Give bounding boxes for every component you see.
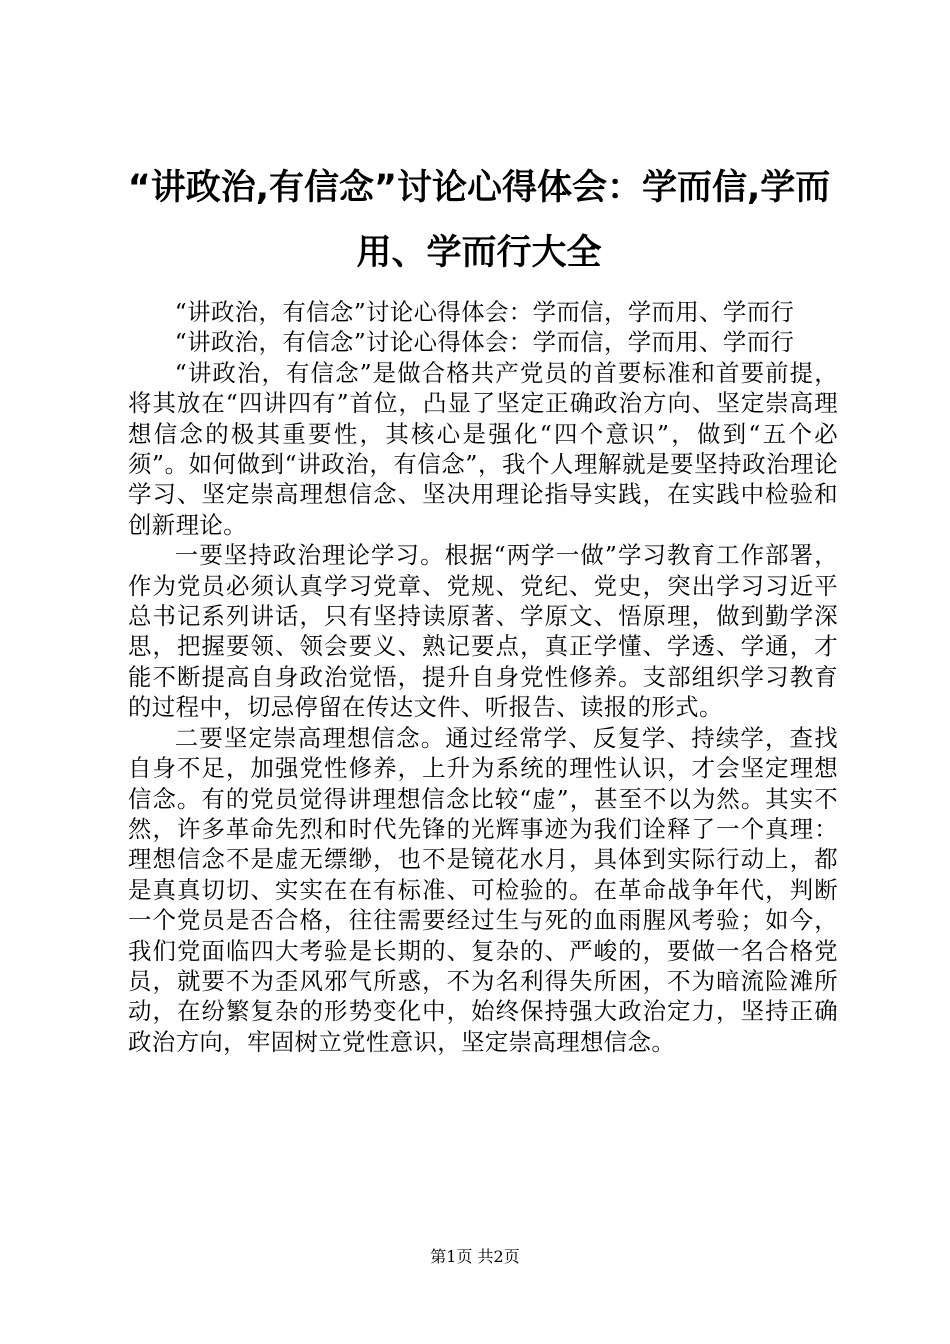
page-footer [0,1247,950,1267]
paragraph-4: 一要坚持政治理论学习。根据“两学一做”学习教育工作部署，作为党员必须认真学习党章、党规、党纪、党史，突出学习习近平总书记系列讲话，只有坚持读原著、学原文、悟原理，做到勤学深思，把握要领、领会要义、熟记要点，真正学懂、学透、学通，才能不断提高自身政治觉悟，提升自身党性修养。支部组织学习教育的过程中，切忌停留在传达文件、听报告、读报的形式。 [128,541,838,722]
paragraph-1: “讲政治，有信念”讨论心得体会：学而信，学而用、学而行 [174,298,795,326]
paragraph-3: “讲政治，有信念”是做合格共产党员的首要标准和首要前提，将其放在“四讲四有”首位，凸显了坚定正确政治方向、坚定崇高理想信念的极其重要性，其核心是强化“四个意识”，做到“五个必须”。如何做到“讲政治，有信念”，我个人理解就是要坚持政治理论学习、坚定崇高理想信念、坚决用理论指导实践，在实践中检验和创新理论。 [128,358,838,539]
page-number: 第1页 共2页 [430,1247,520,1266]
document-body [128,297,838,1057]
paragraph-5: 二要坚定崇高理想信念。通过经常学、反复学、持续学，查找自身不足，加强党性修养，上升为系统的理性认识，才会坚定理想信念。有的党员觉得讲理想信念比较“虚”，甚至不以为然。其实不然，许多革命先烈和时代先锋的光辉事迹为我们诠释了一个真理：理想信念不是虚无缥缈，也不是镜花水月，具体到实际行动上，都是真真切切、实实在在有标准、可检验的。在革命战争年代，判断一个党员是否合格，往往需要经过生与死的血雨腥风考验；如今，我们党面临四大考验是长期的、复杂的、严峻的，要做一名合格党员，就要不为歪风邪气所惑，不为名利得失所困，不为暗流险滩所动，在纷繁复杂的形势变化中，始终保持强大政治定力，坚持正确政治方向，牢固树立党性意识，坚定崇高理想信念。 [128,723,838,1056]
document-title: “讲政治,有信念”讨论心得体会：学而信,学而用、学而行大全 [127,168,831,273]
paragraph-2: “讲政治，有信念”讨论心得体会：学而信，学而用、学而行 [174,328,795,357]
